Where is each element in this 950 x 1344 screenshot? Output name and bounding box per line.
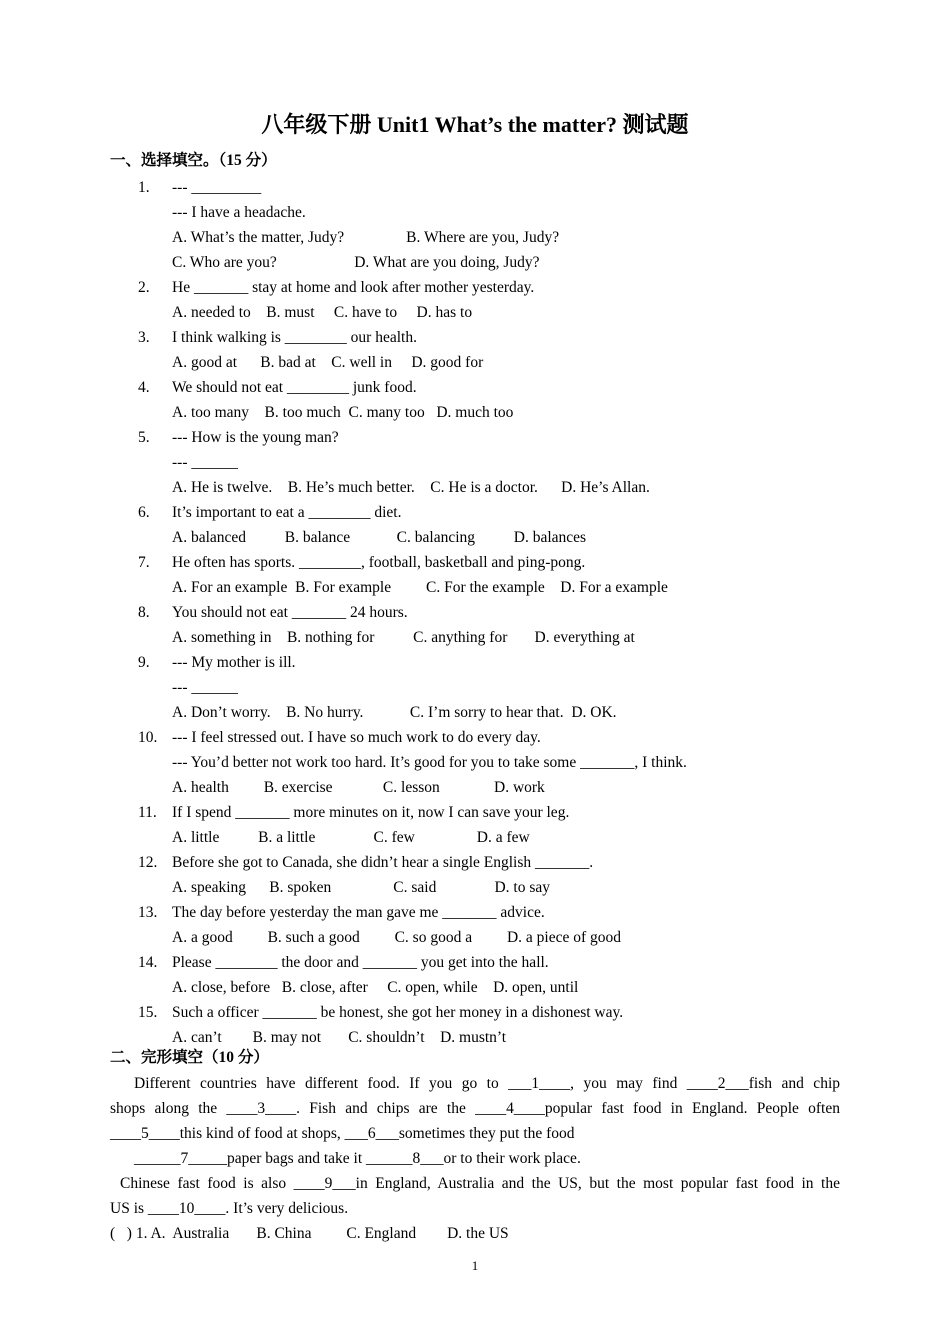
question-line: --- I have a headache. [172,204,306,221]
question-stem: The day before yesterday the man gave me _______ advice. [172,904,545,921]
question-number: 5. [138,429,150,446]
question-line: A. close, before B. close, after C. open, while D. open, until [172,979,579,996]
question-number: 10. [138,729,158,746]
question-item [110,950,850,1000]
question-line: A. good at B. bad at C. well in D. good for [172,354,484,371]
question-number: 8. [138,604,150,621]
question-number: 9. [138,654,150,671]
question-line: C. Who are you? D. What are you doing, Judy? [172,254,540,271]
question-item [110,850,850,900]
question-item [110,325,850,375]
question-line: --- ______ [172,679,238,696]
page-title: 八年级下册 Unit1 What’s the matter? 测试题 [261,112,689,137]
question-number: 4. [138,379,150,396]
question-number: 15. [138,1004,158,1021]
question-line: A. For an example B. For example C. For the example D. For a example [172,579,668,596]
cloze-passage [110,1071,840,1246]
question-item [110,800,850,850]
question-stem: --- How is the young man? [172,429,339,446]
question-stem: I think walking is ________ our health. [172,329,417,346]
question-list [110,175,850,1050]
question-item [110,275,850,325]
question-stem: He _______ stay at home and look after mother yesterday. [172,279,535,296]
question-number: 14. [138,954,158,971]
question-item [110,1000,850,1050]
cloze-line: ______7_____paper bags and take it ______8___or to their work place. [134,1150,581,1167]
cloze-line: ____5____this kind of food at shops, ___6___sometimes they put the food [110,1125,575,1142]
question-stem: --- My mother is ill. [172,654,296,671]
question-line: --- ______ [172,454,238,471]
question-stem: You should not eat _______ 24 hours. [172,604,408,621]
question-stem: --- _________ [172,179,262,196]
cloze-question-1: ( ) 1. A. Australia B. China C. England D. the US [110,1225,509,1242]
question-item [110,900,850,950]
cloze-line: shops along the ____3____. Fish and chips are the ____4____popular fast food in England. People often [110,1100,840,1117]
question-number: 13. [138,904,158,921]
question-line: A. something in B. nothing for C. anything for D. everything at [172,629,635,646]
question-stem: It’s important to eat a ________ diet. [172,504,402,521]
cloze-line: Chinese fast food is also ____9___in England, Australia and the US, but the most popular fast food in the [120,1175,840,1192]
question-number: 2. [138,279,150,296]
question-line: A. can’t B. may not C. shouldn’t D. mustn’t [172,1029,507,1046]
question-number: 3. [138,329,150,346]
question-item [110,500,850,550]
question-stem: We should not eat ________ junk food. [172,379,417,396]
question-stem: Please ________ the door and _______ you get into the hall. [172,954,549,971]
question-line: A. balanced B. balance C. balancing D. balances [172,529,587,546]
question-stem: He often has sports. ________, football, basketball and ping-pong. [172,554,586,571]
question-line: A. little B. a little C. few D. a few [172,829,530,846]
question-stem: Before she got to Canada, she didn’t hear a single English _______. [172,854,594,871]
question-line: --- You’d better not work too hard. It’s good for you to take some _______, I think. [172,754,687,771]
question-number: 11. [138,804,157,821]
question-line: A. needed to B. must C. have to D. has to [172,304,473,321]
question-item [110,600,850,650]
question-stem: --- I feel stressed out. I have so much work to do every day. [172,729,541,746]
question-stem: If I spend _______ more minutes on it, now I can save your leg. [172,804,570,821]
question-item [110,550,850,600]
question-line: A. speaking B. spoken C. said D. to say [172,879,551,896]
question-line: A. health B. exercise C. lesson D. work [172,779,545,796]
question-item [110,175,850,275]
question-item [110,375,850,425]
question-item [110,650,850,725]
cloze-line: Different countries have different food. If you go to ___1____, you may find ____2___fish and chip [134,1075,840,1092]
question-line: A. He is twelve. B. He’s much better. C. He is a doctor. D. He’s Allan. [172,479,650,496]
question-line: A. too many B. too much C. many too D. much too [172,404,514,421]
question-number: 7. [138,554,150,571]
question-line: A. What’s the matter, Judy? B. Where are you, Judy? [172,229,560,246]
question-number: 6. [138,504,150,521]
question-number: 12. [138,854,158,871]
cloze-line: US is ____10____. It’s very delicious. [110,1200,349,1217]
question-item [110,725,850,800]
question-line: A. Don’t worry. B. No hurry. C. I’m sorry to hear that. D. OK. [172,704,617,721]
section-heading-multiple-choice: 一、选择填空。（15 分） [110,152,277,169]
question-item [110,425,850,500]
section-heading-cloze: 二、完形填空（10 分） [110,1049,269,1066]
question-line: A. a good B. such a good C. so good a D. a piece of good [172,929,622,946]
page-number: 1 [471,1258,479,1273]
question-number: 1. [138,179,150,196]
question-stem: Such a officer _______ be honest, she got her money in a dishonest way. [172,1004,624,1021]
